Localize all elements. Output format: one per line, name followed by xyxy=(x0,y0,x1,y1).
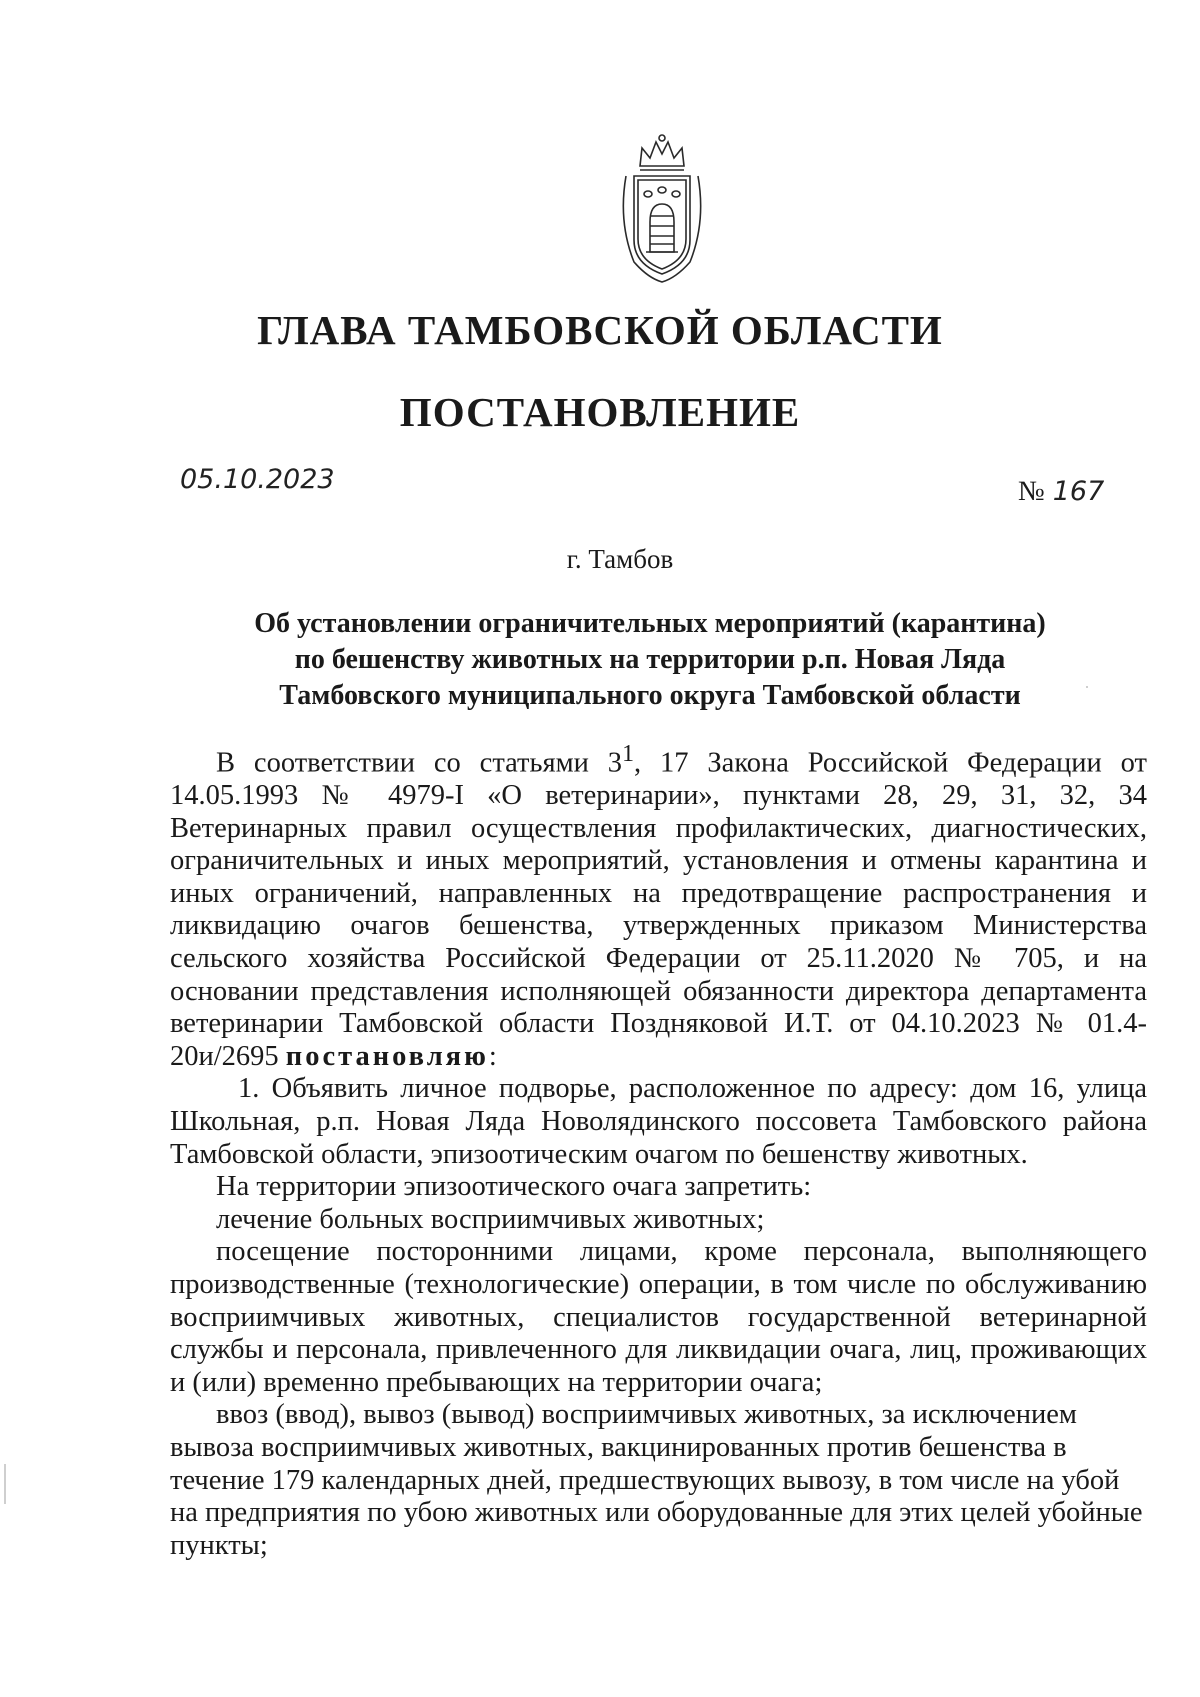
preamble-text: , 17 Закона Российской Федерации от 14.05.1993 № 4979-I «О ветеринарии», пунктами 28, 29, 31, 32, 34 Ветеринарных правил осуществления профилактических, диагностических, ограничительных и иных мероприятий, установления и отмены карантина и иных ограничений, направленных на предотвращение распространения и ликвидацию очагов бешенства, утвержденных приказом Министерства сельского хозяйства Российской Федерации от 25.11.2020 № 705, и на основании представления исполняющей обязанности директора департамента ветеринарии Тамбовской области Поздняковой И.Т. от 04.10.2023 № 01.4-20и/2695 xyxy=(170,747,1147,1072)
subject-line: Об установлении ограничительных мероприятий (карантина) xyxy=(254,608,1046,639)
decree-word: постановляю xyxy=(285,1040,489,1072)
paragraph-prohibit-item: посещение посторонними лицами, кроме персонала, выполняющего производственные (технологические) операции, в том числе по обслуживанию восприимчивых животных, специалистов государственной ветеринарной службы и персонала, привлеченного для ликвидации очага, лиц, проживающих и (или) временно пребывающих на территории очага; xyxy=(170,1236,1147,1398)
subject-line: по бешенству животных на территории р.п. Новая Ляда xyxy=(294,644,1006,675)
paragraph-prohibit-item: ввоз (ввод), вывоз (вывод) восприимчивых животных, за исключением вывоза восприимчивых животных, вакцинированных против бешенства в течение 179 календарных дней, предшествующих вывозу, в том числе на убой на предприятия по убою животных или оборудованные для этих целей убойные пункты; xyxy=(170,1399,1143,1561)
scan-mark xyxy=(4,1464,6,1504)
superscript: 1 xyxy=(622,741,634,767)
paragraph-prohibit-item: лечение больных восприимчивых животных; xyxy=(216,1203,765,1235)
issuer-title: ГЛАВА ТАМБОВСКОЙ ОБЛАСТИ xyxy=(257,307,943,353)
document-body xyxy=(170,738,1147,1562)
decree-colon: : xyxy=(488,1040,497,1072)
subject-line: Тамбовского муниципального округа Тамбовской области xyxy=(279,680,1021,711)
paragraph-1: 1. Объявить личное подворье, расположенное по адресу: дом 16, улица Школьная, р.п. Новая Ляда Новолядинского поссовета Тамбовского района Тамбовской области, эпизоотическим очагом по бешенству животных. xyxy=(170,1073,1147,1170)
preamble-text: В соответствии со статьями 3 xyxy=(216,747,623,779)
scan-mark xyxy=(1086,686,1088,688)
document-number xyxy=(1018,476,1104,508)
preamble-paragraph xyxy=(170,738,1147,1073)
number-value: 167 xyxy=(1052,476,1105,507)
document-type: ПОСТАНОВЛЕНИЕ xyxy=(399,389,801,435)
coat-of-arms-emblem xyxy=(612,132,712,284)
paragraph-prohibit-intro: На территории эпизоотического очага запретить: xyxy=(216,1171,812,1203)
document-subject xyxy=(170,606,1130,714)
document-date: 05.10.2023 xyxy=(180,464,335,495)
number-sign: № xyxy=(1018,476,1045,507)
city-line: г. Тамбов xyxy=(566,544,674,574)
